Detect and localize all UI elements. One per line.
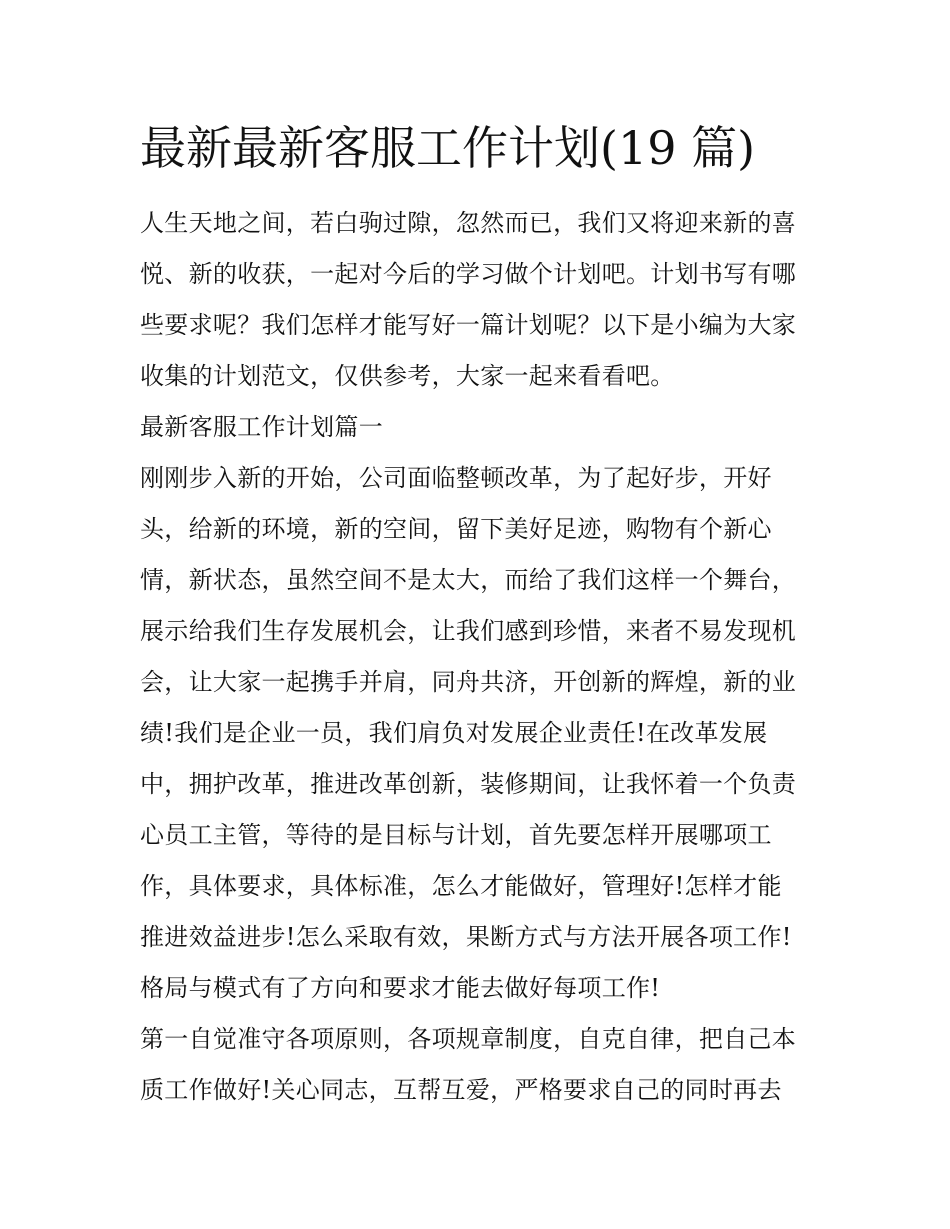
text-line: 展示给我们生存发展机会，让我们感到珍惜，来者不易发现机 (140, 617, 797, 645)
text-line: 绩!我们是企业一员，我们肩负对发展企业责任!在改革发展 (140, 719, 768, 747)
text-line: 悦、新的收获，一起对今后的学习做个计划吧。计划书写有哪 (140, 260, 797, 288)
text-line: 中，拥护改革，推进改革创新，装修期间，让我怀着一个负责 (140, 770, 797, 798)
text-line: 收集的计划范文，仅供参考，大家一起来看看吧。 (140, 362, 675, 390)
text-line: 推进效益进步!怎么采取有效，果断方式与方法开展各项工作! (140, 923, 792, 951)
text-line: 刚刚步入新的开始，公司面临整顿改革，为了起好步，开好 (140, 464, 772, 492)
text-line: 心员工主管，等待的是目标与计划，首先要怎样开展哪项工 (140, 821, 772, 849)
document-title: 最新最新客服工作计划(19 篇) (140, 121, 756, 175)
text-line: 格局与模式有了方向和要求才能去做好每项工作! (140, 974, 661, 1002)
text-line: 些要求呢？我们怎样才能写好一篇计划呢？以下是小编为大家 (140, 311, 797, 339)
text-line: 第一自觉准守各项原则，各项规章制度，自克自律，把自己本 (140, 1025, 797, 1053)
section-heading: 最新客服工作计划篇一 (140, 413, 383, 441)
text-line: 人生天地之间，若白驹过隙，忽然而已，我们又将迎来新的喜 (140, 209, 797, 237)
text-line: 头，给新的环境，新的空间，留下美好足迹，购物有个新心 (140, 515, 772, 543)
text-line: 情，新状态，虽然空间不是太大，而给了我们这样一个舞台， (140, 566, 797, 594)
text-line: 会，让大家一起携手并肩，同舟共济，开创新的辉煌，新的业 (140, 668, 797, 696)
text-line: 质工作做好!关心同志，互帮互爱，严格要求自己的同时再去 (140, 1076, 782, 1104)
text-line: 作，具体要求，具体标准，怎么才能做好，管理好!怎样才能 (140, 872, 782, 900)
